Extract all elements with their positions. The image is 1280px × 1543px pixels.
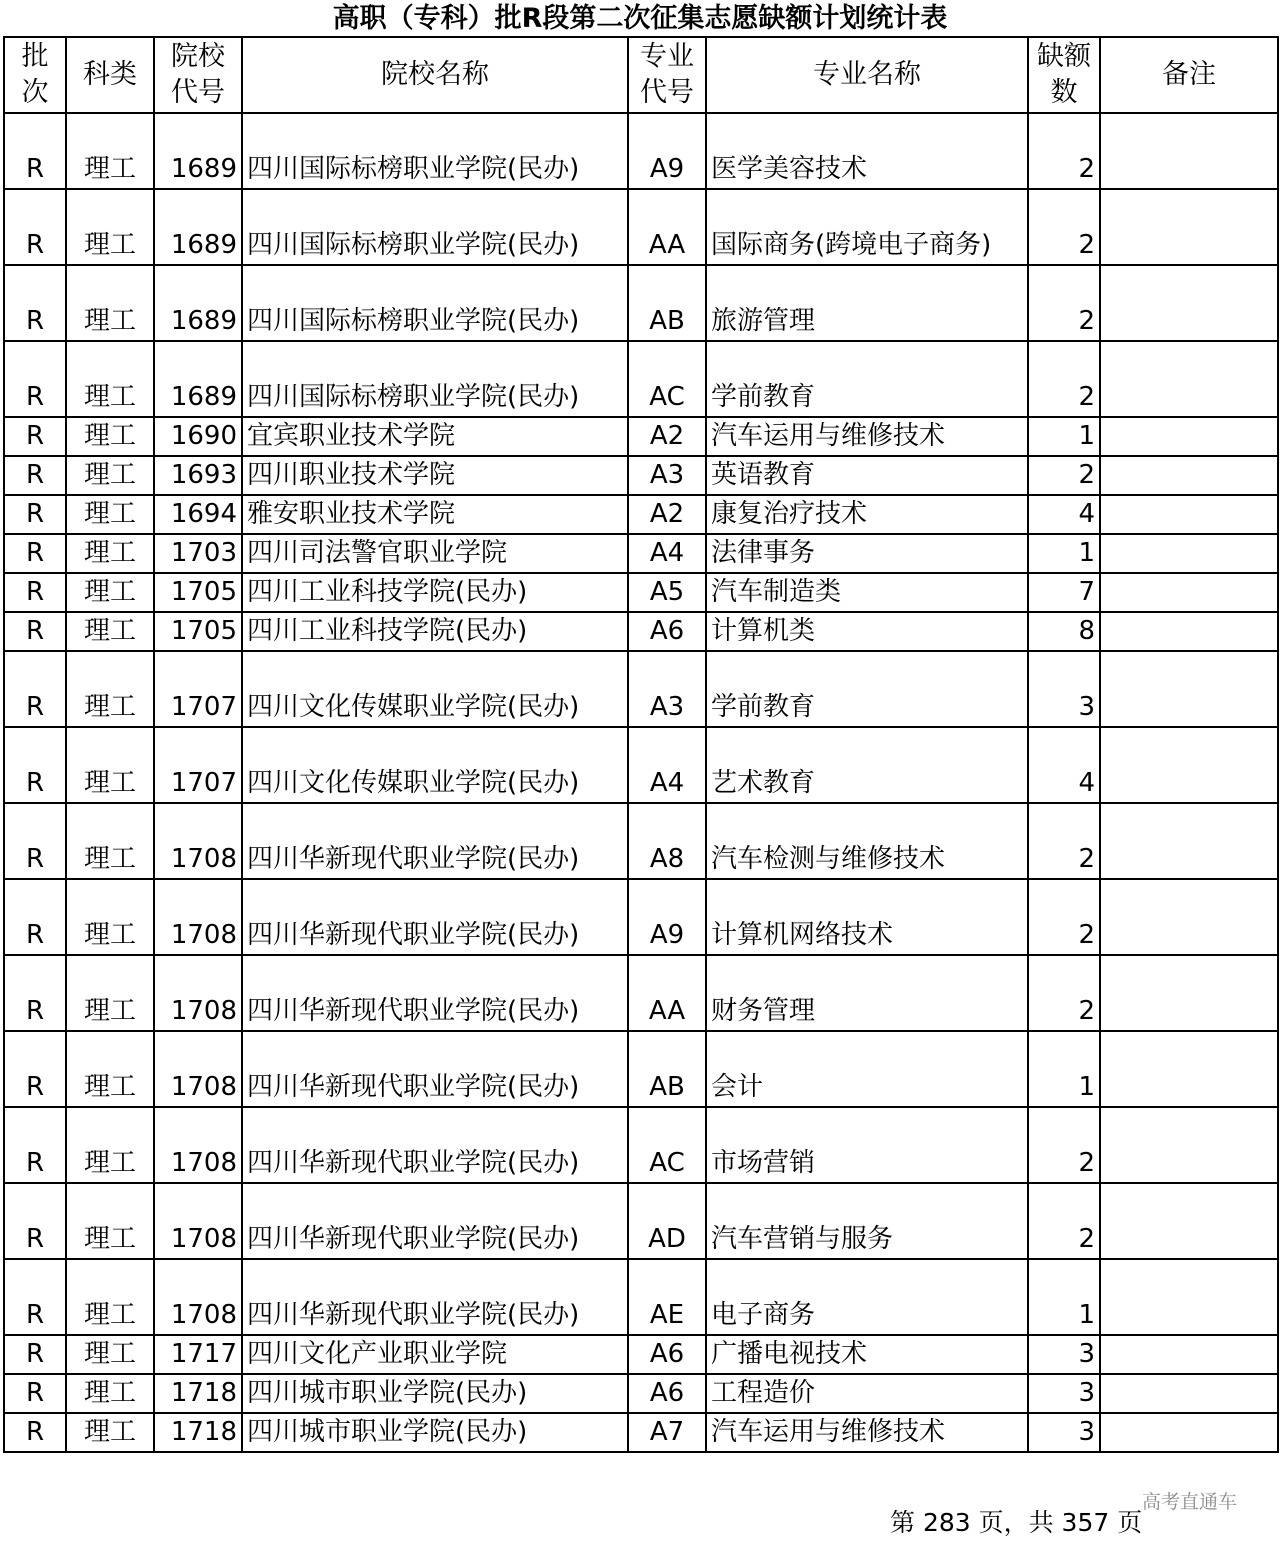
cell-school-name: 四川工业科技学院(民办)	[242, 573, 628, 612]
cell-school-code: 1690	[154, 417, 242, 456]
cell-category: 理工	[66, 803, 154, 879]
cell-school-code: 1708	[154, 1183, 242, 1259]
cell-major-name: 广播电视技术	[706, 1335, 1028, 1374]
cell-vacancies: 2	[1028, 189, 1100, 265]
cell-remarks	[1100, 727, 1278, 803]
cell-vacancies: 1	[1028, 1259, 1100, 1335]
cell-vacancies: 7	[1028, 573, 1100, 612]
cell-school-name: 四川华新现代职业学院(民办)	[242, 879, 628, 955]
cell-batch: R	[4, 534, 66, 573]
cell-category: 理工	[66, 534, 154, 573]
cell-major-name: 国际商务(跨境电子商务)	[706, 189, 1028, 265]
table-row	[4, 1031, 1278, 1107]
cell-school-name: 四川国际标榜职业学院(民办)	[242, 189, 628, 265]
cell-major-name: 会计	[706, 1031, 1028, 1107]
cell-vacancies: 2	[1028, 1183, 1100, 1259]
cell-major-code: A6	[628, 1335, 706, 1374]
cell-major-code: AA	[628, 189, 706, 265]
cell-major-code: AE	[628, 1259, 706, 1335]
cell-major-code: A6	[628, 612, 706, 651]
cell-school-name: 四川华新现代职业学院(民办)	[242, 803, 628, 879]
table-row	[4, 417, 1278, 456]
table-row	[4, 1183, 1278, 1259]
cell-school-name: 四川华新现代职业学院(民办)	[242, 1107, 628, 1183]
cell-school-code: 1705	[154, 573, 242, 612]
cell-batch: R	[4, 612, 66, 651]
cell-category: 理工	[66, 1031, 154, 1107]
table-row	[4, 727, 1278, 803]
cell-remarks	[1100, 612, 1278, 651]
cell-major-name: 英语教育	[706, 456, 1028, 495]
table-row	[4, 612, 1278, 651]
cell-remarks	[1100, 803, 1278, 879]
cell-major-name: 电子商务	[706, 1259, 1028, 1335]
cell-remarks	[1100, 417, 1278, 456]
cell-major-name: 汽车运用与维修技术	[706, 417, 1028, 456]
cell-remarks	[1100, 495, 1278, 534]
cell-vacancies: 1	[1028, 1031, 1100, 1107]
header-remarks: 备注	[1100, 37, 1278, 113]
cell-batch: R	[4, 1183, 66, 1259]
cell-major-code: A7	[628, 1413, 706, 1452]
cell-major-name: 旅游管理	[706, 265, 1028, 341]
cell-batch: R	[4, 803, 66, 879]
cell-remarks	[1100, 456, 1278, 495]
page-number: 第 283 页，共 357 页	[890, 1508, 1143, 1537]
cell-school-name: 四川国际标榜职业学院(民办)	[242, 113, 628, 189]
cell-school-code: 1708	[154, 955, 242, 1031]
cell-category: 理工	[66, 1413, 154, 1452]
cell-category: 理工	[66, 1107, 154, 1183]
cell-vacancies: 2	[1028, 955, 1100, 1031]
cell-remarks	[1100, 1259, 1278, 1335]
cell-school-name: 四川文化传媒职业学院(民办)	[242, 651, 628, 727]
cell-major-name: 工程造价	[706, 1374, 1028, 1413]
cell-school-name: 雅安职业技术学院	[242, 495, 628, 534]
table-row	[4, 573, 1278, 612]
cell-school-name: 四川城市职业学院(民办)	[242, 1374, 628, 1413]
cell-school-code: 1689	[154, 341, 242, 417]
cell-major-code: AA	[628, 955, 706, 1031]
table-row	[4, 1413, 1278, 1452]
cell-school-code: 1705	[154, 612, 242, 651]
cell-school-name: 四川国际标榜职业学院(民办)	[242, 341, 628, 417]
table-row	[4, 534, 1278, 573]
cell-remarks	[1100, 341, 1278, 417]
table-row	[4, 1259, 1278, 1335]
cell-vacancies: 2	[1028, 265, 1100, 341]
cell-batch: R	[4, 727, 66, 803]
cell-batch: R	[4, 495, 66, 534]
cell-school-code: 1708	[154, 1031, 242, 1107]
cell-category: 理工	[66, 1183, 154, 1259]
cell-school-code: 1689	[154, 189, 242, 265]
cell-remarks	[1100, 1031, 1278, 1107]
cell-vacancies: 2	[1028, 803, 1100, 879]
cell-major-name: 汽车制造类	[706, 573, 1028, 612]
cell-major-code: A4	[628, 534, 706, 573]
cell-major-name: 汽车检测与维修技术	[706, 803, 1028, 879]
table-row	[4, 879, 1278, 955]
cell-vacancies: 1	[1028, 534, 1100, 573]
cell-remarks	[1100, 1183, 1278, 1259]
cell-school-name: 四川华新现代职业学院(民办)	[242, 1031, 628, 1107]
cell-major-code: AC	[628, 341, 706, 417]
cell-major-name: 法律事务	[706, 534, 1028, 573]
watermark: 高考直通车	[1142, 1491, 1238, 1513]
cell-school-name: 四川国际标榜职业学院(民办)	[242, 265, 628, 341]
cell-school-code: 1707	[154, 651, 242, 727]
cell-batch: R	[4, 417, 66, 456]
cell-remarks	[1100, 113, 1278, 189]
cell-batch: R	[4, 879, 66, 955]
cell-category: 理工	[66, 341, 154, 417]
cell-major-code: AB	[628, 265, 706, 341]
cell-batch: R	[4, 955, 66, 1031]
table-row	[4, 1107, 1278, 1183]
cell-vacancies: 2	[1028, 456, 1100, 495]
cell-school-code: 1689	[154, 265, 242, 341]
cell-batch: R	[4, 456, 66, 495]
cell-school-code: 1703	[154, 534, 242, 573]
cell-category: 理工	[66, 417, 154, 456]
table-row	[4, 189, 1278, 265]
cell-school-name: 四川工业科技学院(民办)	[242, 612, 628, 651]
table-row	[4, 113, 1278, 189]
cell-major-name: 财务管理	[706, 955, 1028, 1031]
cell-category: 理工	[66, 1374, 154, 1413]
cell-remarks	[1100, 879, 1278, 955]
cell-major-name: 计算机网络技术	[706, 879, 1028, 955]
cell-major-code: A2	[628, 417, 706, 456]
cell-major-name: 汽车营销与服务	[706, 1183, 1028, 1259]
cell-batch: R	[4, 341, 66, 417]
cell-major-name: 市场营销	[706, 1107, 1028, 1183]
header-school-code: 院校代号	[154, 37, 242, 113]
cell-school-name: 四川职业技术学院	[242, 456, 628, 495]
cell-major-name: 医学美容技术	[706, 113, 1028, 189]
cell-batch: R	[4, 651, 66, 727]
cell-school-name: 四川华新现代职业学院(民办)	[242, 955, 628, 1031]
cell-school-code: 1708	[154, 1107, 242, 1183]
cell-batch: R	[4, 189, 66, 265]
cell-remarks	[1100, 534, 1278, 573]
cell-batch: R	[4, 573, 66, 612]
table-row	[4, 495, 1278, 534]
cell-school-name: 四川文化传媒职业学院(民办)	[242, 727, 628, 803]
cell-vacancies: 3	[1028, 1374, 1100, 1413]
cell-major-name: 康复治疗技术	[706, 495, 1028, 534]
cell-batch: R	[4, 113, 66, 189]
cell-batch: R	[4, 1413, 66, 1452]
cell-school-code: 1718	[154, 1374, 242, 1413]
cell-vacancies: 2	[1028, 879, 1100, 955]
cell-major-code: AD	[628, 1183, 706, 1259]
cell-school-code: 1718	[154, 1413, 242, 1452]
cell-remarks	[1100, 573, 1278, 612]
cell-major-code: A8	[628, 803, 706, 879]
header-major-name: 专业名称	[706, 37, 1028, 113]
cell-remarks	[1100, 189, 1278, 265]
cell-batch: R	[4, 1374, 66, 1413]
vacancy-plan-table	[3, 36, 1279, 1453]
cell-major-code: A9	[628, 113, 706, 189]
cell-remarks	[1100, 265, 1278, 341]
cell-category: 理工	[66, 651, 154, 727]
cell-school-code: 1689	[154, 113, 242, 189]
cell-vacancies: 8	[1028, 612, 1100, 651]
cell-category: 理工	[66, 1335, 154, 1374]
cell-remarks	[1100, 955, 1278, 1031]
table-body	[4, 113, 1278, 1452]
cell-batch: R	[4, 1107, 66, 1183]
cell-category: 理工	[66, 955, 154, 1031]
cell-category: 理工	[66, 113, 154, 189]
cell-vacancies: 2	[1028, 113, 1100, 189]
table-row	[4, 456, 1278, 495]
cell-school-name: 四川华新现代职业学院(民办)	[242, 1259, 628, 1335]
cell-school-code: 1694	[154, 495, 242, 534]
cell-batch: R	[4, 1259, 66, 1335]
cell-major-name: 艺术教育	[706, 727, 1028, 803]
cell-school-name: 四川文化产业职业学院	[242, 1335, 628, 1374]
cell-category: 理工	[66, 495, 154, 534]
cell-major-code: A3	[628, 651, 706, 727]
cell-major-code: A6	[628, 1374, 706, 1413]
cell-school-name: 四川城市职业学院(民办)	[242, 1413, 628, 1452]
cell-school-code: 1717	[154, 1335, 242, 1374]
cell-major-code: A4	[628, 727, 706, 803]
cell-major-code: A5	[628, 573, 706, 612]
cell-school-code: 1708	[154, 879, 242, 955]
header-major-code: 专业代号	[628, 37, 706, 113]
header-category: 科类	[66, 37, 154, 113]
page-title: 高职（专科）批R段第二次征集志愿缺额计划统计表	[332, 3, 948, 34]
cell-school-name: 宜宾职业技术学院	[242, 417, 628, 456]
cell-major-code: A9	[628, 879, 706, 955]
cell-category: 理工	[66, 189, 154, 265]
table-row	[4, 265, 1278, 341]
table-row	[4, 803, 1278, 879]
cell-school-code: 1708	[154, 1259, 242, 1335]
cell-school-code: 1693	[154, 456, 242, 495]
cell-category: 理工	[66, 727, 154, 803]
cell-remarks	[1100, 1335, 1278, 1374]
cell-major-name: 学前教育	[706, 651, 1028, 727]
cell-category: 理工	[66, 456, 154, 495]
cell-batch: R	[4, 265, 66, 341]
cell-school-name: 四川华新现代职业学院(民办)	[242, 1183, 628, 1259]
cell-school-code: 1708	[154, 803, 242, 879]
cell-vacancies: 3	[1028, 1413, 1100, 1452]
table-row	[4, 955, 1278, 1031]
table-row	[4, 341, 1278, 417]
cell-category: 理工	[66, 573, 154, 612]
cell-batch: R	[4, 1031, 66, 1107]
cell-vacancies: 3	[1028, 1335, 1100, 1374]
cell-major-code: A2	[628, 495, 706, 534]
header-vacancies: 缺额数	[1028, 37, 1100, 113]
cell-category: 理工	[66, 879, 154, 955]
cell-major-code: A3	[628, 456, 706, 495]
cell-major-name: 学前教育	[706, 341, 1028, 417]
cell-category: 理工	[66, 1259, 154, 1335]
table-row	[4, 651, 1278, 727]
cell-vacancies: 3	[1028, 651, 1100, 727]
header-school-name: 院校名称	[242, 37, 628, 113]
cell-vacancies: 4	[1028, 727, 1100, 803]
cell-school-name: 四川司法警官职业学院	[242, 534, 628, 573]
table-header-row	[4, 37, 1278, 113]
table-row	[4, 1335, 1278, 1374]
header-batch: 批次	[4, 37, 66, 113]
cell-major-name: 计算机类	[706, 612, 1028, 651]
cell-remarks	[1100, 1107, 1278, 1183]
cell-vacancies: 1	[1028, 417, 1100, 456]
cell-major-name: 汽车运用与维修技术	[706, 1413, 1028, 1452]
cell-batch: R	[4, 1335, 66, 1374]
cell-vacancies: 4	[1028, 495, 1100, 534]
cell-remarks	[1100, 1374, 1278, 1413]
cell-major-code: AC	[628, 1107, 706, 1183]
cell-major-code: AB	[628, 1031, 706, 1107]
cell-category: 理工	[66, 612, 154, 651]
table-row	[4, 1374, 1278, 1413]
cell-category: 理工	[66, 265, 154, 341]
cell-school-code: 1707	[154, 727, 242, 803]
cell-vacancies: 2	[1028, 1107, 1100, 1183]
cell-vacancies: 2	[1028, 341, 1100, 417]
cell-remarks	[1100, 1413, 1278, 1452]
cell-remarks	[1100, 651, 1278, 727]
